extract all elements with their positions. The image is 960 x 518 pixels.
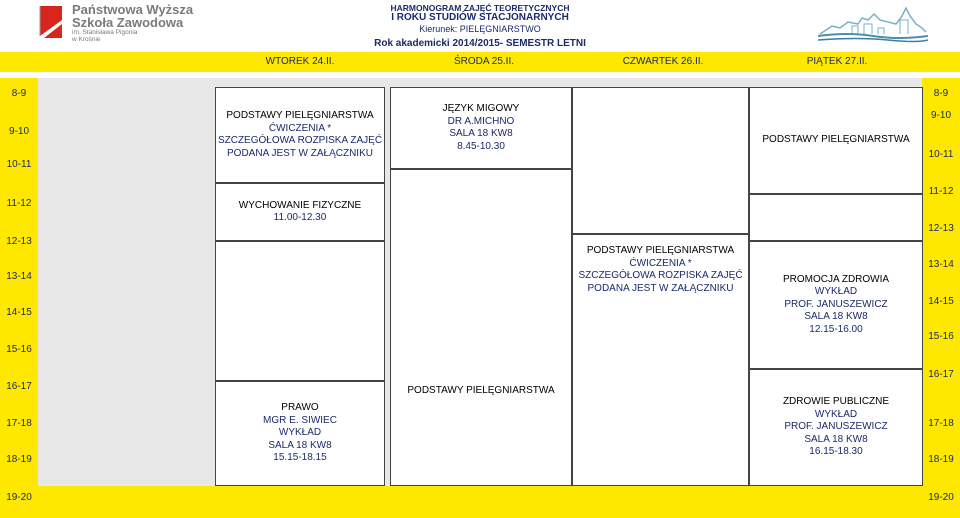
class-detail: WYKŁAD xyxy=(278,427,322,439)
empty-block xyxy=(749,194,923,241)
empty-block xyxy=(572,87,749,234)
class-detail: SZCZEGÓŁOWA ROZPISKA ZAJĘĆ xyxy=(578,270,743,281)
bottom-bar xyxy=(38,486,922,518)
hour-label: 8-9 xyxy=(11,88,27,99)
hour-label: 16-17 xyxy=(928,369,954,380)
institution-name-line3: im. Stanisława Pigonia xyxy=(72,29,138,36)
time-column-left xyxy=(0,78,38,518)
class-block[interactable] xyxy=(390,169,572,486)
class-block[interactable] xyxy=(572,234,749,486)
empty-block xyxy=(215,241,385,381)
class-title: PODSTAWY PIELĘGNIARSTWA xyxy=(586,245,735,256)
institution-name-line4: w Krośnie xyxy=(72,36,101,43)
class-detail: PROF. JANUSZEWICZ xyxy=(784,298,888,310)
class-detail: MGR E. SIWIEC xyxy=(263,414,337,426)
campus-skyline-icon xyxy=(818,2,928,44)
university-emblem-icon xyxy=(34,2,72,40)
institution-name-line1: Państwowa Wyższa xyxy=(72,2,194,17)
class-detail: SALA 18 KW8 xyxy=(804,311,868,323)
hour-label: 18-19 xyxy=(928,454,954,465)
institution-logo xyxy=(34,2,194,43)
hour-label: 9-10 xyxy=(930,110,951,121)
class-block[interactable] xyxy=(215,87,385,183)
day-header-bar xyxy=(0,52,960,72)
schedule-title: HARMONOGRAM ZAJĘĆ TEORETYCZNYCH xyxy=(390,3,570,13)
class-block[interactable] xyxy=(749,369,923,486)
class-detail: ĆWICZENIA * xyxy=(629,257,692,269)
hour-label: 11-12 xyxy=(928,186,954,197)
hour-label: 17-18 xyxy=(6,418,32,429)
class-block[interactable] xyxy=(215,183,385,241)
hour-label: 17-18 xyxy=(928,418,954,429)
year-line: I ROKU STUDIÓW STACJONARNYCH xyxy=(391,12,569,23)
institution-name-line2: Szkoła Zawodowa xyxy=(72,15,184,30)
hour-label: 15-16 xyxy=(6,344,32,355)
class-title: PODSTAWY PIELĘGNIARSTWA xyxy=(762,134,910,146)
hour-label: 12-13 xyxy=(928,223,954,234)
hour-label: 19-20 xyxy=(6,492,32,503)
class-detail: SALA 18 KW8 xyxy=(804,433,868,445)
time-column-right xyxy=(922,78,960,518)
class-detail: SALA 18 KW8 xyxy=(449,128,513,139)
class-title: WYCHOWANIE FIZYCZNE xyxy=(238,199,362,211)
schedule-grid xyxy=(0,78,960,518)
hour-label: 19-20 xyxy=(928,492,954,503)
hour-label: 15-16 xyxy=(928,331,954,342)
class-title: ZDROWIE PUBLICZNE xyxy=(782,396,890,408)
day-wednesday: ŚRODA 25.II. xyxy=(453,56,515,67)
class-detail: 15.15-18.15 xyxy=(273,452,327,464)
class-detail: PROF. JANUSZEWICZ xyxy=(784,421,888,433)
class-block[interactable] xyxy=(749,87,923,194)
day-thursday: CZWARTEK 26.II. xyxy=(622,56,704,67)
academic-year: Rok akademicki 2014/2015- SEMESTR LETNI xyxy=(374,38,586,49)
day-tuesday: WTOREK 24.II. xyxy=(265,56,335,67)
hour-label: 10-11 xyxy=(928,149,954,160)
class-detail: SZCZEGÓŁOWA ROZPISKA ZAJĘĆ xyxy=(217,135,383,146)
class-detail: 8.45-10.30 xyxy=(457,140,505,152)
class-detail: 11.00-12.30 xyxy=(273,212,327,223)
class-detail: WYKŁAD xyxy=(814,408,858,420)
class-block[interactable] xyxy=(749,241,923,369)
class-detail: PODANA JEST W ZAŁĄCZNIKU xyxy=(587,282,734,294)
hour-label: 8-9 xyxy=(933,88,949,99)
hour-label: 16-17 xyxy=(6,381,32,392)
class-title: PODSTAWY PIELĘGNIARSTWA xyxy=(407,384,555,396)
hour-label: 13-14 xyxy=(928,259,954,270)
class-detail: 12.15-16.00 xyxy=(809,323,863,335)
class-detail: DR A.MICHNO xyxy=(447,115,515,127)
hour-label: 14-15 xyxy=(928,296,954,307)
class-detail: PODANA JEST W ZAŁĄCZNIKU xyxy=(227,147,373,159)
class-title: JĘZYK MIGOWY xyxy=(442,103,520,114)
hour-label: 12-13 xyxy=(6,236,32,247)
hour-label: 10-11 xyxy=(6,159,32,170)
class-detail: 16.15-18.30 xyxy=(809,446,863,458)
hour-label: 11-12 xyxy=(6,198,32,209)
field-line: Kierunek: PIELĘGNIARSTWO xyxy=(419,24,541,34)
class-title: PRAWO xyxy=(281,402,319,414)
hour-label: 14-15 xyxy=(6,307,32,318)
class-detail: SALA 18 KW8 xyxy=(268,439,332,451)
class-detail: WYKŁAD xyxy=(814,286,858,298)
hour-label: 9-10 xyxy=(8,126,29,137)
class-detail: ĆWICZENIA * xyxy=(268,122,332,134)
class-title: PODSTAWY PIELĘGNIARSTWA xyxy=(226,110,374,121)
day-friday: PIĄTEK 27.II. xyxy=(806,56,868,67)
class-title: PROMOCJA ZDROWIA xyxy=(782,273,890,285)
class-block[interactable] xyxy=(215,381,385,486)
hour-label: 18-19 xyxy=(6,454,32,465)
hour-label: 13-14 xyxy=(6,271,32,282)
class-block[interactable] xyxy=(390,87,572,169)
